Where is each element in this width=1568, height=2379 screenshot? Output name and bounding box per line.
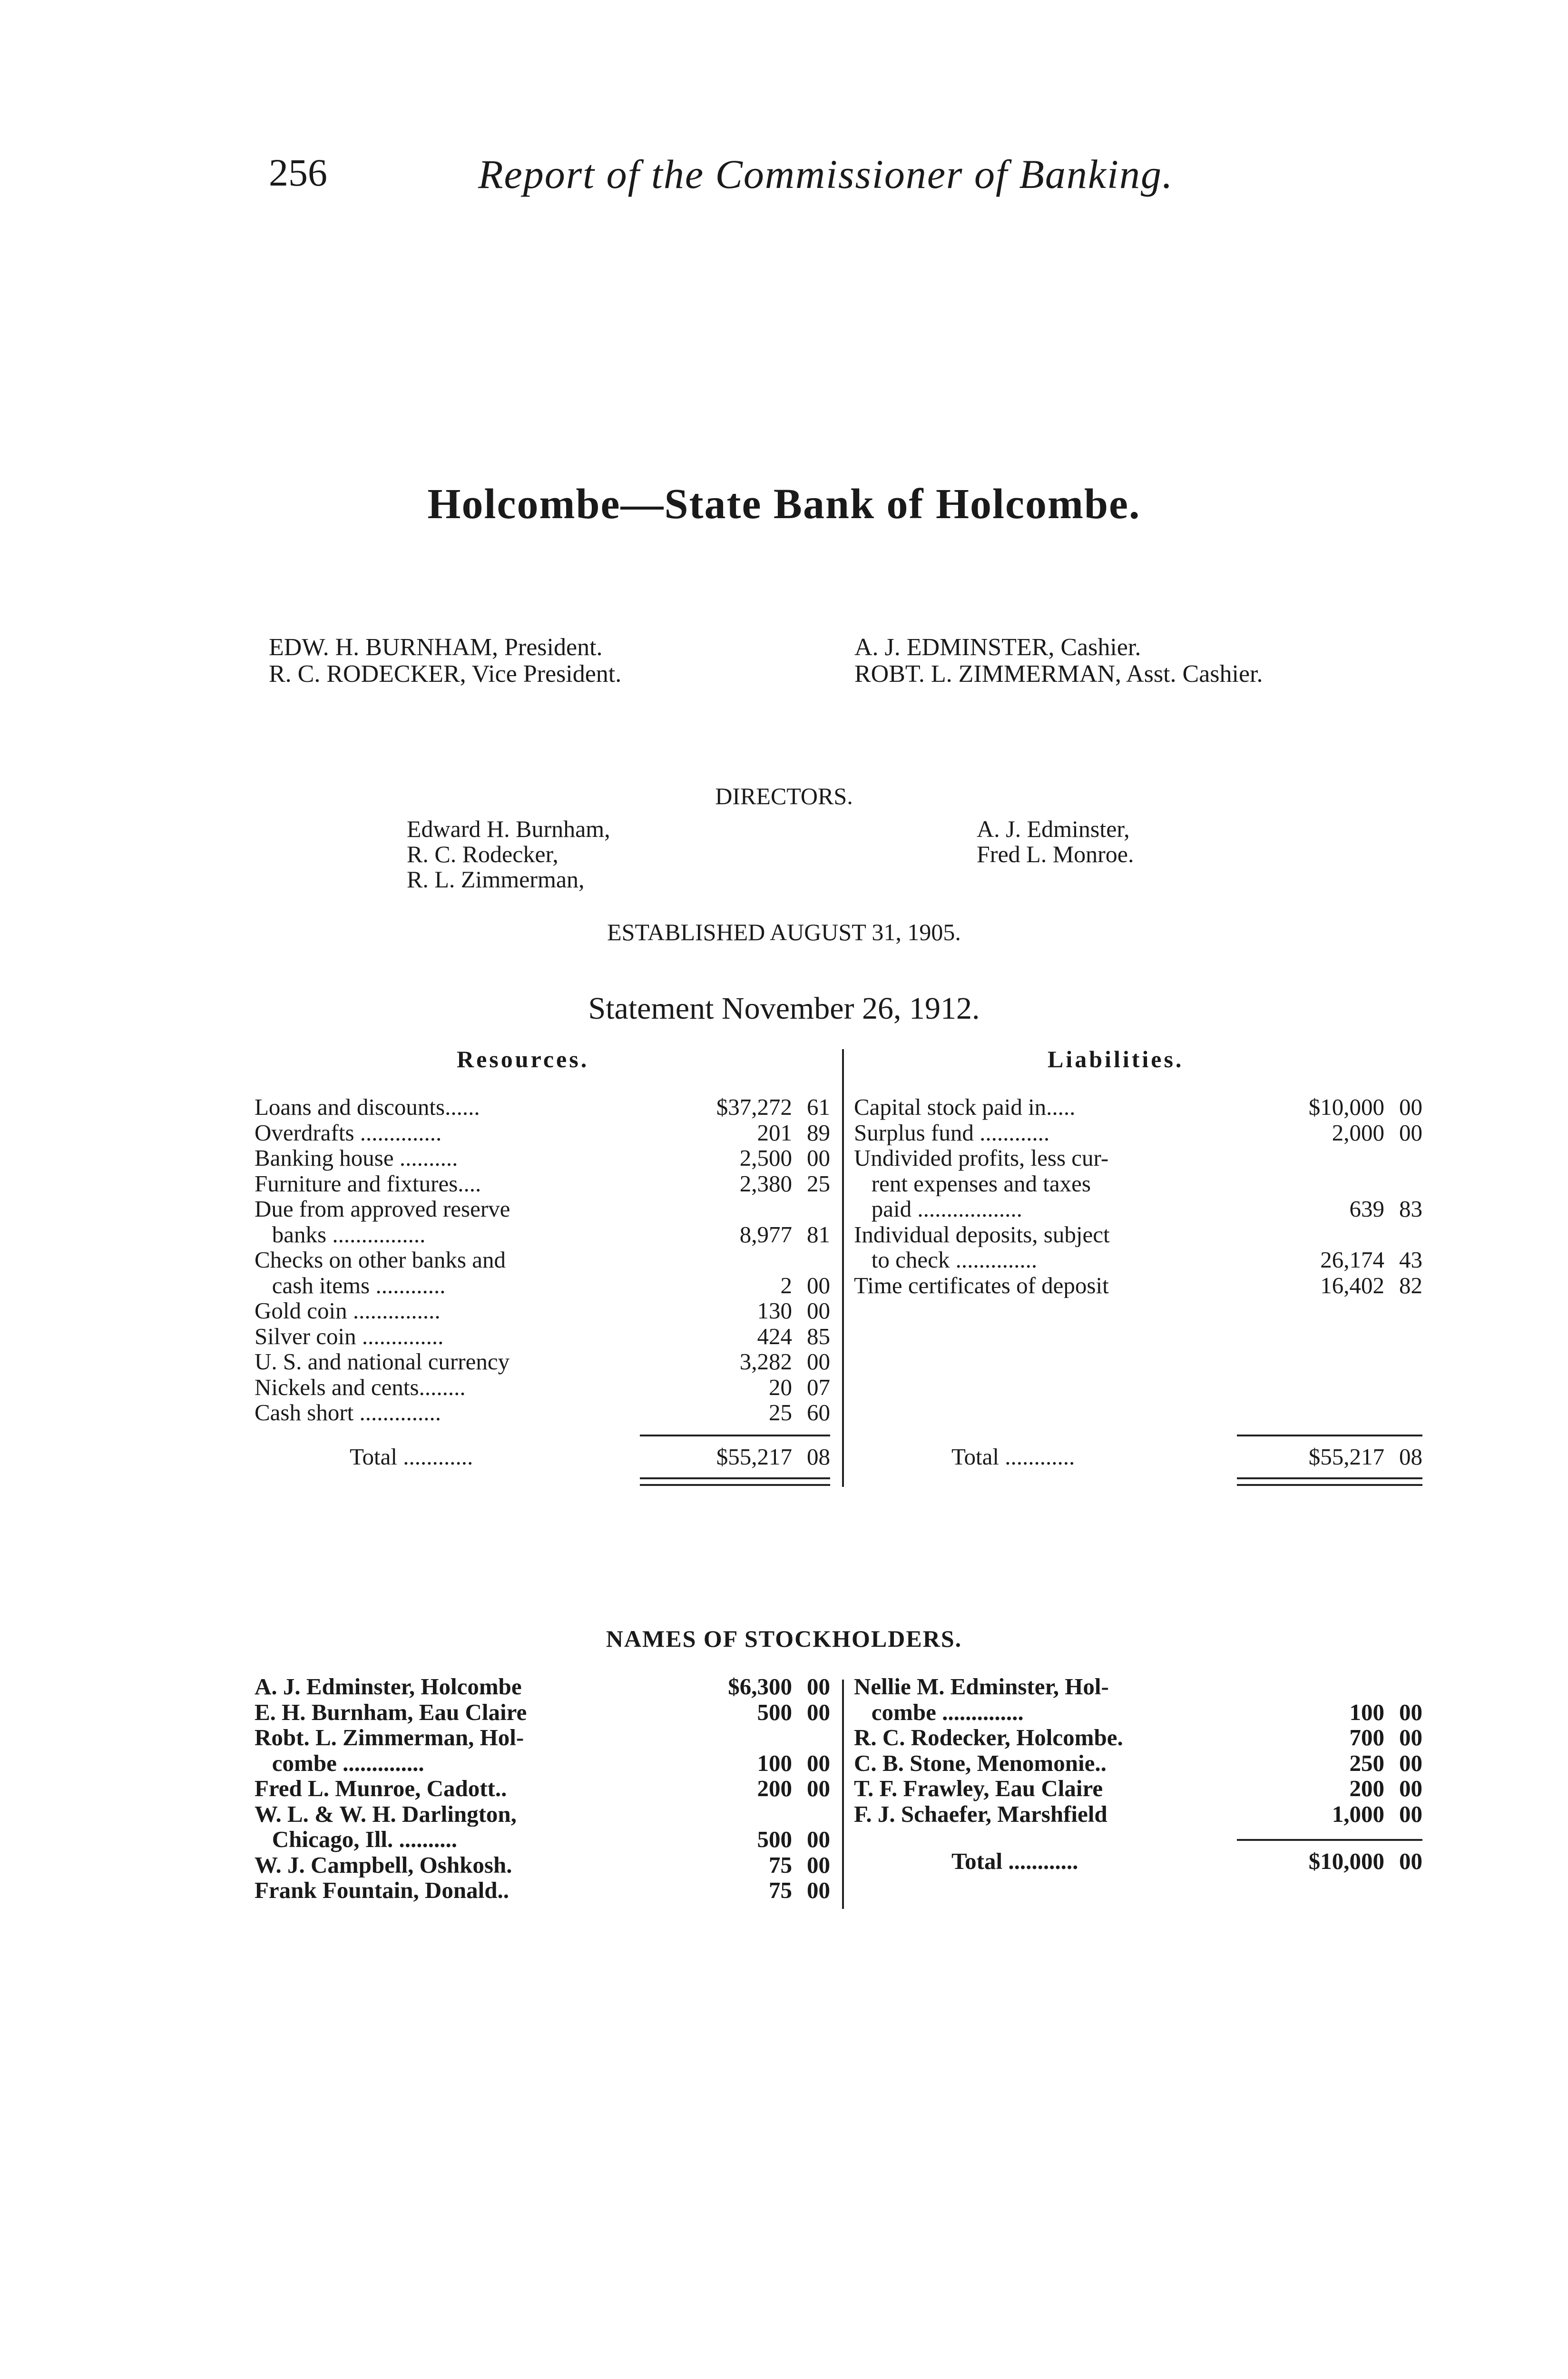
- ledger-row: [854, 1273, 1422, 1298]
- ledger-label: W. J. Campbell, Oshkosh.: [255, 1852, 512, 1878]
- ledger-label: W. L. & W. H. Darlington,: [255, 1801, 517, 1827]
- ledger-cents: 00: [807, 1348, 830, 1375]
- ledger-dollars: [635, 1725, 792, 1750]
- ledger-dollars: 2,380: [739, 1170, 792, 1197]
- ledger-row: [255, 1776, 830, 1801]
- ledger-label: Undivided profits, less cur-: [854, 1145, 1109, 1171]
- ledger-label: T. F. Frawley, Eau Claire: [854, 1776, 1103, 1801]
- ledger-dollars: [635, 1247, 792, 1273]
- ledger-row: [255, 1094, 830, 1120]
- resources-total-dollars: $55,217: [716, 1444, 792, 1470]
- ledger-row: [854, 1145, 1422, 1171]
- ledger-row: [255, 1725, 830, 1750]
- ledger-label: F. J. Schaefer, Marshfield: [854, 1801, 1107, 1827]
- ledger-cents: [1384, 1222, 1422, 1248]
- ledger-label: Nickels and cents........: [255, 1374, 466, 1400]
- ledger-dollars: 639: [1349, 1196, 1384, 1222]
- ledger-row: [854, 1196, 1422, 1222]
- ledger-cents: 00: [807, 1851, 830, 1878]
- ledger-cents: 00: [1399, 1119, 1422, 1146]
- ledger-label: to check ..............: [854, 1247, 1038, 1273]
- resources-total-rule: [640, 1435, 830, 1436]
- ledger-cents: 00: [1399, 1750, 1422, 1776]
- statement-title: Statement November 26, 1912.: [588, 991, 980, 1026]
- ledger-label: Banking house ..........: [255, 1145, 458, 1171]
- director-name: R. C. Rodecker,: [407, 841, 559, 867]
- ledger-cents: 83: [1399, 1196, 1422, 1222]
- liabilities-heading: Liabilities.: [1048, 1046, 1184, 1072]
- ledger-cents: [1384, 1171, 1422, 1197]
- ledger-dollars: 16,402: [1320, 1272, 1384, 1298]
- ledger-row: [255, 1827, 830, 1852]
- ledger-row: [255, 1375, 830, 1400]
- ledger-dollars: 25: [769, 1399, 792, 1425]
- ledger-label: Overdrafts ..............: [255, 1120, 442, 1145]
- ledger-row: [255, 1273, 830, 1298]
- ledger-cents: 85: [807, 1323, 830, 1349]
- ledger-label: Time certificates of deposit: [854, 1272, 1109, 1298]
- ledger-dollars: [635, 1196, 792, 1222]
- directors-right: [977, 816, 1134, 867]
- ledger-row: [255, 1801, 830, 1827]
- ledger-row: [854, 1222, 1422, 1248]
- ledger-cents: 00: [807, 1673, 830, 1700]
- ledger-label: U. S. and national currency: [255, 1349, 510, 1375]
- ledger-row: [255, 1750, 830, 1776]
- stockholders-total-cents: 00: [1399, 1848, 1422, 1874]
- ledger-label: combe ..............: [255, 1750, 424, 1776]
- ledger-dollars: 500: [757, 1826, 792, 1852]
- ledger-row: [255, 1247, 830, 1273]
- director-name: Edward H. Burnham,: [407, 816, 610, 842]
- stockholders-total-row: [854, 1848, 1422, 1874]
- ledger-dollars: 100: [1349, 1699, 1384, 1725]
- resources-heading: Resources.: [457, 1046, 589, 1072]
- established-date: ESTABLISHED AUGUST 31, 1905.: [607, 919, 961, 945]
- ledger-row: [854, 1801, 1422, 1827]
- resources-total-double-rule: [640, 1477, 830, 1486]
- ledger-label: Due from approved reserve: [255, 1196, 510, 1222]
- ledger-dollars: 2: [780, 1272, 792, 1298]
- ledger-dollars: 26,174: [1320, 1247, 1384, 1273]
- ledger-cents: [792, 1801, 830, 1827]
- officers-left: [269, 634, 621, 688]
- ledger-row: [255, 1674, 830, 1700]
- ledger-dollars: 200: [757, 1775, 792, 1801]
- ledger-dollars: 424: [757, 1323, 792, 1349]
- officer-asst-cashier: ROBT. L. ZIMMERMAN, Asst. Cashier.: [854, 660, 1263, 688]
- liabilities-total-cents: 08: [1399, 1444, 1422, 1470]
- ledger-row: [255, 1196, 830, 1222]
- ledger-dollars: 2,500: [739, 1145, 792, 1171]
- ledger-row: [854, 1120, 1422, 1146]
- ledger-cents: [1384, 1674, 1422, 1700]
- ledger-cents: [792, 1247, 830, 1273]
- resources-total-row: [350, 1444, 830, 1470]
- ledger-cents: [792, 1196, 830, 1222]
- officers-right: [854, 634, 1263, 688]
- ledger-row: [255, 1222, 830, 1248]
- ledger-dollars: 75: [769, 1877, 792, 1903]
- ledger-cents: 00: [807, 1272, 830, 1298]
- ledger-cents: 25: [807, 1170, 830, 1197]
- ledger-label: Individual deposits, subject: [854, 1221, 1110, 1247]
- ledger-dollars: 500: [757, 1699, 792, 1725]
- ledger-dollars: [1227, 1145, 1384, 1171]
- ledger-cents: 00: [807, 1145, 830, 1171]
- ledger-row: [854, 1776, 1422, 1801]
- ledger-label: Furniture and fixtures....: [255, 1170, 481, 1196]
- stockholders-divider: [842, 1680, 844, 1909]
- liabilities-total-rule: [1237, 1435, 1422, 1436]
- ledger-cents: 43: [1399, 1247, 1422, 1273]
- ledger-cents: 07: [807, 1374, 830, 1400]
- ledger-label: R. C. Rodecker, Holcombe.: [854, 1725, 1123, 1750]
- liabilities-total-dollars: $55,217: [1308, 1444, 1384, 1470]
- director-name: Fred L. Monroe.: [977, 841, 1134, 867]
- ledger-dollars: 8,977: [739, 1221, 792, 1248]
- liabilities-total-double-rule: [1237, 1477, 1422, 1486]
- ledger-cents: 00: [1399, 1699, 1422, 1725]
- ledger-cents: 82: [1399, 1272, 1422, 1298]
- bank-title: Holcombe—State Bank of Holcombe.: [427, 481, 1141, 528]
- ledger-label: Chicago, Ill. ..........: [255, 1827, 458, 1852]
- statement-divider: [842, 1049, 844, 1487]
- director-name: R. L. Zimmerman,: [407, 866, 585, 893]
- ledger-label: C. B. Stone, Menomonie..: [854, 1750, 1107, 1776]
- directors-heading: DIRECTORS.: [715, 783, 853, 809]
- ledger-cents: 60: [807, 1399, 830, 1425]
- ledger-row: [255, 1145, 830, 1171]
- ledger-cents: [792, 1725, 830, 1750]
- ledger-label: Fred L. Munroe, Cadott..: [255, 1776, 507, 1801]
- ledger-label: Nellie M. Edminster, Hol-: [854, 1674, 1109, 1700]
- ledger-label: Cash short ..............: [255, 1400, 441, 1425]
- ledger-label: A. J. Edminster, Holcombe: [255, 1674, 522, 1700]
- ledger-cents: 00: [807, 1775, 830, 1801]
- ledger-label: Capital stock paid in.....: [854, 1094, 1076, 1120]
- ledger-dollars: 75: [769, 1851, 792, 1878]
- ledger-dollars: 100: [757, 1750, 792, 1776]
- ledger-row: [255, 1700, 830, 1725]
- ledger-dollars: 700: [1349, 1724, 1384, 1750]
- ledger-cents: 00: [807, 1750, 830, 1776]
- ledger-dollars: [635, 1801, 792, 1827]
- ledger-row: [854, 1247, 1422, 1273]
- ledger-row: [854, 1674, 1422, 1700]
- stockholders-heading: NAMES OF STOCKHOLDERS.: [606, 1625, 962, 1652]
- ledger-row: [854, 1171, 1422, 1197]
- ledger-row: [854, 1094, 1422, 1120]
- resources-total-label: Total ............: [350, 1444, 473, 1470]
- ledger-label: cash items ............: [255, 1272, 446, 1298]
- ledger-dollars: [1227, 1171, 1384, 1197]
- ledger-cents: 00: [807, 1298, 830, 1324]
- ledger-cents: [1384, 1145, 1422, 1171]
- ledger-row: [255, 1878, 830, 1903]
- ledger-cents: 00: [1399, 1800, 1422, 1827]
- ledger-dollars: $37,272: [716, 1094, 792, 1120]
- liabilities-total-row: [951, 1444, 1422, 1470]
- ledger-label: Robt. L. Zimmerman, Hol-: [255, 1725, 524, 1750]
- ledger-dollars: 1,000: [1332, 1800, 1384, 1827]
- ledger-row: [255, 1400, 830, 1425]
- ledger-row: [255, 1349, 830, 1375]
- ledger-row: [255, 1120, 830, 1146]
- ledger-dollars: $10,000: [1308, 1094, 1384, 1120]
- ledger-row: [255, 1298, 830, 1324]
- ledger-row: [854, 1725, 1422, 1750]
- officer-cashier: A. J. EDMINSTER, Cashier.: [854, 634, 1141, 661]
- ledger-dollars: 250: [1349, 1750, 1384, 1776]
- ledger-cents: 61: [807, 1094, 830, 1120]
- ledger-cents: 89: [807, 1119, 830, 1146]
- ledger-row: [854, 1750, 1422, 1776]
- officer-president: EDW. H. BURNHAM, President.: [269, 634, 603, 661]
- ledger-dollars: 2,000: [1332, 1119, 1384, 1146]
- ledger-cents: 00: [1399, 1724, 1422, 1750]
- ledger-dollars: 20: [769, 1374, 792, 1400]
- ledger-cents: 00: [1399, 1094, 1422, 1120]
- stockholders-total-label: Total ............: [951, 1848, 1078, 1874]
- ledger-cents: 00: [807, 1699, 830, 1725]
- ledger-label: Loans and discounts......: [255, 1094, 480, 1120]
- ledger-dollars: [1227, 1222, 1384, 1248]
- ledger-dollars: 200: [1349, 1775, 1384, 1801]
- ledger-label: banks ................: [255, 1221, 426, 1247]
- ledger-label: Surplus fund ............: [854, 1120, 1050, 1145]
- ledger-row: [255, 1324, 830, 1349]
- ledger-label: Checks on other banks and: [255, 1247, 506, 1273]
- stockholders-total-rule: [1237, 1839, 1422, 1841]
- ledger-cents: 00: [1399, 1775, 1422, 1801]
- ledger-label: E. H. Burnham, Eau Claire: [255, 1699, 527, 1725]
- directors-left: [407, 816, 610, 892]
- ledger-dollars: $6,300: [728, 1673, 792, 1700]
- ledger-cents: 81: [807, 1221, 830, 1248]
- liabilities-total-label: Total ............: [951, 1444, 1075, 1470]
- ledger-row: [854, 1700, 1422, 1725]
- ledger-label: paid ..................: [854, 1196, 1022, 1222]
- ledger-dollars: [1227, 1674, 1384, 1700]
- ledger-cents: 00: [807, 1826, 830, 1852]
- officer-vice-president: R. C. RODECKER, Vice President.: [269, 660, 622, 688]
- ledger-dollars: 201: [757, 1119, 792, 1146]
- ledger-label: combe ..............: [854, 1699, 1024, 1725]
- stockholders-total-dollars: $10,000: [1308, 1848, 1384, 1874]
- ledger-label: Frank Fountain, Donald..: [255, 1878, 510, 1903]
- running-title: Report of the Commissioner of Banking.: [478, 151, 1174, 197]
- ledger-label: Gold coin ...............: [255, 1298, 441, 1324]
- director-name: A. J. Edminster,: [977, 816, 1130, 842]
- ledger-label: Silver coin ..............: [255, 1323, 444, 1349]
- page-number: 256: [269, 151, 327, 194]
- ledger-dollars: 130: [757, 1298, 792, 1324]
- resources-total-cents: 08: [807, 1444, 830, 1470]
- ledger-cents: 00: [807, 1877, 830, 1903]
- ledger-row: [255, 1171, 830, 1197]
- ledger-label: rent expenses and taxes: [854, 1170, 1091, 1196]
- ledger-dollars: 3,282: [739, 1348, 792, 1375]
- ledger-row: [255, 1852, 830, 1878]
